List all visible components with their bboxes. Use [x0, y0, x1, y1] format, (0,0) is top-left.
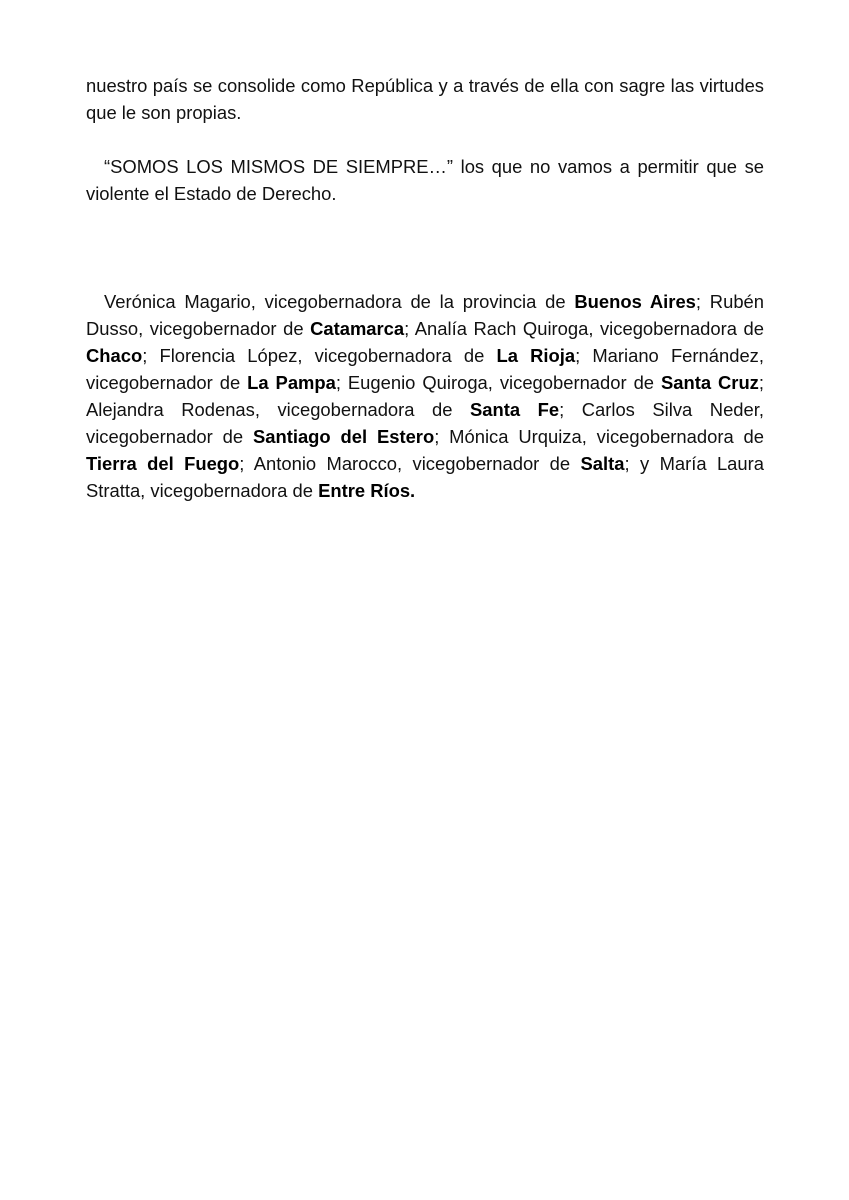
province-name: La Pampa — [247, 372, 336, 393]
signatory-text: ; Florencia López, vicegobernadora de — [142, 345, 497, 366]
signatory-text: ; Carlos Silva Neder, vicegobernador de — [86, 399, 764, 447]
province-name: Buenos Aires — [574, 291, 696, 312]
paragraph-slogan: “SOMOS LOS MISMOS DE SIEMPRE…” los que no vamos a permitir que se violente el Estado de Derecho. — [86, 156, 764, 204]
province-name: Tierra del Fuego — [86, 453, 240, 474]
signatory-text: Verónica Magario, vicegobernadora de la provincia de — [104, 291, 575, 312]
province-name: Santiago del Estero — [252, 426, 435, 447]
paragraph-closing-statement: nuestro país se consolide como República y a través de ella con sagre las virtudes que le son propias. — [86, 75, 764, 123]
signatory-text: ; Alejandra Rodenas, vicegobernadora de — [86, 372, 765, 420]
province-name: Entre Ríos. — [318, 480, 416, 501]
province-name: Santa Cruz — [660, 372, 759, 393]
signatory-text: ; y María Laura Stratta, vicegobernadora de — [86, 453, 764, 501]
signatory-text: ; Rubén Dusso, vicegobernador de — [86, 291, 764, 339]
paragraph-signatories — [86, 288, 764, 504]
province-name: Santa Fe — [470, 399, 560, 420]
province-name: Salta — [580, 453, 625, 474]
province-name: Chaco — [86, 345, 143, 366]
signatory-text: ; Eugenio Quiroga, vicegobernador de — [335, 372, 661, 393]
signatory-text: ; Analía Rach Quiroga, vicegobernadora de — [404, 318, 764, 339]
signatory-text: ; Antonio Marocco, vicegobernador de — [239, 453, 581, 474]
document-page — [86, 72, 764, 504]
province-name: Catamarca — [310, 318, 405, 339]
signatory-text: ; Mónica Urquiza, vicegobernadora de — [434, 426, 765, 447]
signatory-text: ; Mariano Fernández, vicegobernador de — [86, 345, 764, 393]
province-name: La Rioja — [496, 345, 576, 366]
